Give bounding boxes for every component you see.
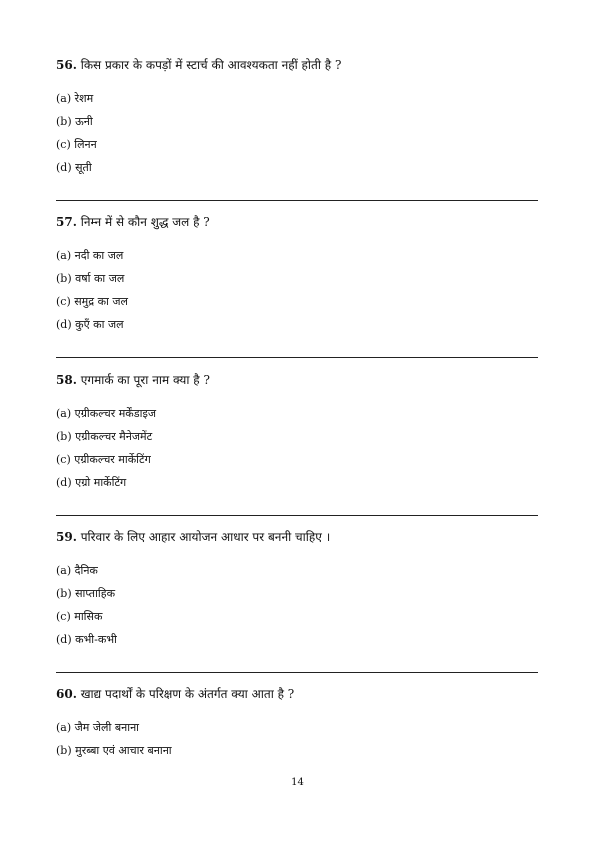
option-b: (b) ऊनी [56, 115, 93, 128]
question-stem: निम्न में से कौन शुद्ध जल है ? [76, 215, 210, 229]
options-list [56, 716, 540, 762]
option-a: (a) नदी का जल [56, 249, 124, 262]
option-c: (c) समुद्र का जल [56, 295, 129, 308]
option-d: (d) कुएँ का जल [56, 318, 124, 331]
option-a: (a) रेशम [56, 92, 94, 105]
divider [56, 357, 538, 358]
option-a: (a) दैनिक [56, 564, 98, 577]
question-58 [56, 372, 540, 494]
question-text [56, 529, 540, 545]
question-number: 56. [56, 58, 77, 72]
option-b: (b) एग्रीकल्चर मैनेजमेंट [56, 430, 153, 443]
question-stem: एगमार्क का पूरा नाम क्या है ? [76, 373, 210, 387]
option-a: (a) जैम जेली बनाना [56, 721, 140, 734]
question-text [56, 372, 540, 388]
options-list [56, 87, 540, 179]
question-text [56, 686, 540, 702]
divider [56, 672, 538, 673]
question-57 [56, 214, 540, 336]
options-list [56, 402, 540, 494]
divider [56, 515, 538, 516]
question-59 [56, 529, 540, 651]
page-number: 14 [291, 777, 304, 788]
question-number: 58. [56, 373, 77, 387]
option-a: (a) एग्रीकल्चर मर्केंडाइज [56, 407, 157, 420]
options-list [56, 244, 540, 336]
option-c: (c) लिनन [56, 138, 97, 151]
question-text [56, 214, 540, 230]
question-stem: परिवार के लिए आहार आयोजन आधार पर बननी चाहिए । [76, 530, 331, 544]
option-b: (b) साप्ताहिक [56, 587, 116, 600]
question-56 [56, 57, 540, 179]
option-d: (d) सूती [56, 161, 92, 174]
option-c: (c) एग्रीकल्चर मार्केटिंग [56, 453, 151, 466]
options-list [56, 559, 540, 651]
question-text [56, 57, 540, 73]
option-d: (d) कभी-कभी [56, 633, 117, 646]
question-number: 57. [56, 215, 77, 229]
divider [56, 200, 538, 201]
question-stem: खाद्य पदार्थों के परिक्षण के अंतर्गत क्या आता है ? [76, 687, 295, 701]
option-c: (c) मासिक [56, 610, 103, 623]
option-d: (d) एग्रो मार्केटिंग [56, 476, 127, 489]
question-number: 60. [56, 687, 77, 701]
option-b: (b) मुरब्बा एवं आचार बनाना [56, 744, 172, 757]
question-60 [56, 686, 540, 762]
question-stem: किस प्रकार के कपड़ों में स्टार्च की आवश्यकता नहीं होती है ? [76, 58, 342, 72]
question-number: 59. [56, 530, 77, 544]
option-b: (b) वर्षा का जल [56, 272, 125, 285]
